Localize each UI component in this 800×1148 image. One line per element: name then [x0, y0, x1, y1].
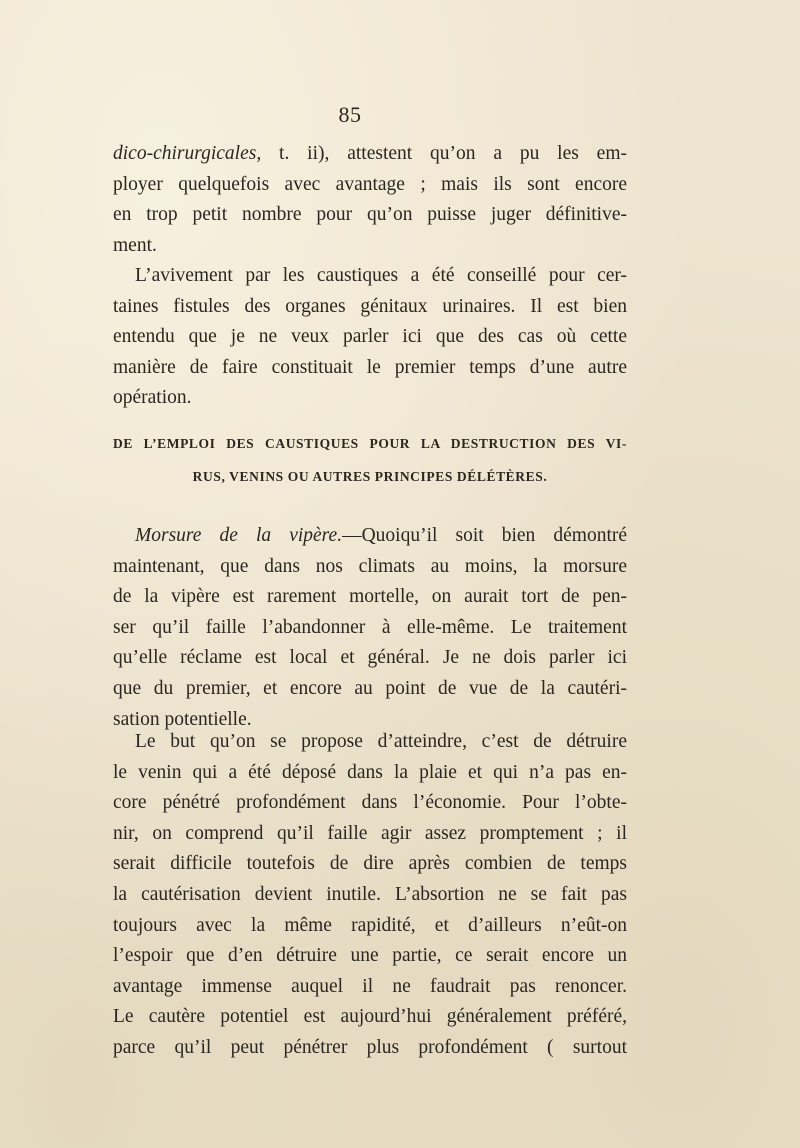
text-line: ment. [113, 234, 157, 256]
text-line: maintenant, que dans nos climats au moins, la morsure [113, 555, 627, 577]
text-line: Le cautère potentiel est aujourd’hui généralement préféré, [113, 1006, 627, 1028]
text-line [113, 521, 627, 552]
text-fragment: —Quoiqu’il soit bien démontré [342, 525, 628, 546]
text-line: que du premier, et encore au point de vue de la cautéri- [113, 677, 627, 699]
text-line: de la vipère est rarement mortelle, on aurait tort de pen- [113, 586, 627, 608]
text-line: Le but qu’on se propose d’atteindre, c’est de détruire [135, 731, 627, 752]
page-number: 85 [338, 102, 362, 127]
text-fragment: t. ii), attestent qu’on a pu les em- [261, 143, 627, 164]
text-line: en trop petit nombre pour qu’on puisse juger définitive- [113, 204, 627, 226]
text-line: la cautérisation devient inutile. L’absortion ne se fait pas [113, 883, 627, 905]
text-line: avantage immense auquel il ne faudrait pas renoncer. [113, 975, 627, 997]
text-line: taines fistules des organes génitaux urinaires. Il est bien [113, 295, 627, 317]
italic-subheading: Morsure de la vipère. [135, 525, 343, 546]
text-line: qu’elle réclame est local et général. Je ne dois parler ici [113, 647, 627, 669]
paragraph-3 [113, 521, 627, 735]
heading-line: RUS, VENINS OU AUTRES PRINCIPES DÉLÉTÈRES. [192, 469, 548, 484]
text-line: ser qu’il faille l’abandonner à elle-même. Le traitement [113, 616, 627, 638]
heading-line: DE L’EMPLOI DES CAUSTIQUES POUR LA DESTRUCTION DES VI- [113, 436, 627, 451]
paragraph-4 [113, 727, 627, 1064]
text-line: parce qu’il peut pénétrer plus profondément ( surtout [113, 1036, 627, 1058]
text-line: ployer quelquefois avec avantage ; mais ils sont encore [113, 173, 627, 195]
text-line: entendu que je ne veux parler ici que des cas où cette [113, 326, 627, 348]
text-line: manière de faire constituait le premier temps d’une autre [113, 356, 627, 378]
italic-term: dico-chirurgicales, [113, 143, 262, 164]
text-line: le venin qui a été déposé dans la plaie et qui n’a pas en- [113, 761, 627, 783]
text-line: nir, on comprend qu’il faille agir assez promptement ; il [113, 822, 627, 844]
paragraph-1 [113, 139, 627, 261]
text-line: l’espoir que d’en détruire une partie, ce serait encore un [113, 945, 627, 967]
text-line: sation potentielle. [113, 708, 252, 730]
text-line: core pénétré profondément dans l’économie. Pour l’obte- [113, 792, 627, 814]
text-line: L’avivement par les caustiques a été conseillé pour cer- [135, 265, 627, 286]
text-line: serait difficile toutefois de dire après combien de temps [113, 853, 627, 875]
text-line [113, 139, 627, 170]
text-line: toujours avec la même rapidité, et d’ailleurs n’eût-on [113, 914, 627, 936]
text-line: opération. [113, 387, 192, 409]
paragraph-2 [113, 261, 627, 414]
section-heading [113, 427, 627, 493]
